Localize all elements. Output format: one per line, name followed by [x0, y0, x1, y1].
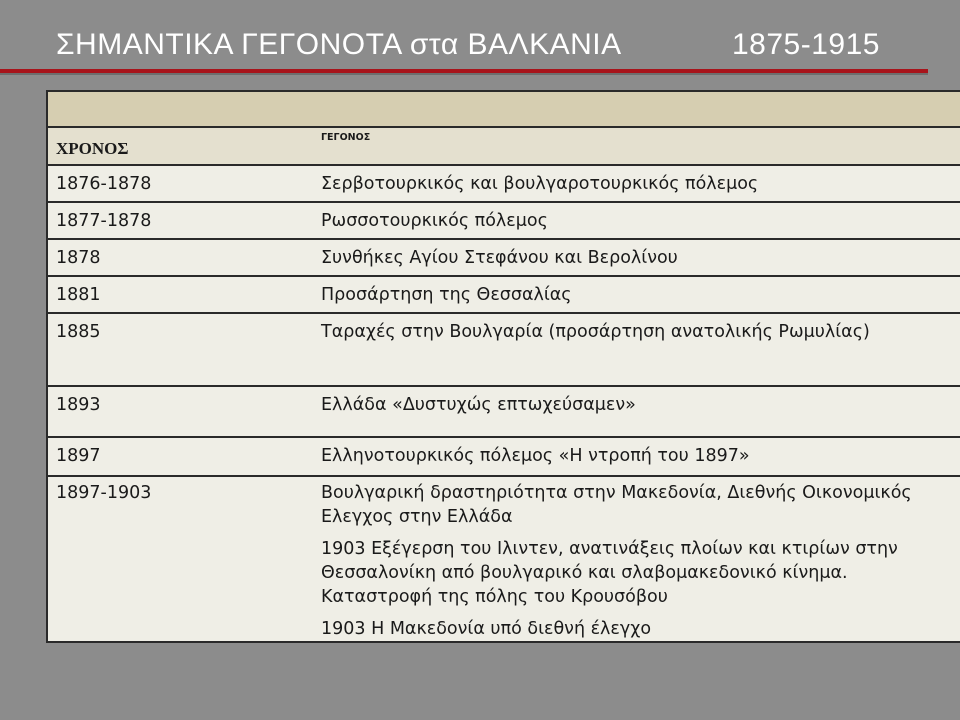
- table-row: [48, 277, 960, 314]
- header-year: ΧΡΟΝΟΣ: [56, 139, 129, 158]
- table-row: [48, 203, 960, 240]
- row-event-list: [313, 481, 960, 641]
- row-year: 1878: [56, 248, 101, 268]
- row-year: 1897-1903: [56, 483, 152, 503]
- row-year: 1897: [56, 446, 101, 466]
- row-year: 1876-1878: [56, 174, 152, 194]
- row-year: 1881: [56, 285, 101, 305]
- row-event: Ρωσσοτουρκικός πόλεμος: [321, 211, 548, 231]
- row-year: 1877-1878: [56, 211, 152, 231]
- table-row: [48, 240, 960, 277]
- row-event: Συνθήκες Αγίου Στεφάνου και Βερολίνου: [321, 248, 678, 268]
- row-year: 1885: [56, 322, 101, 342]
- slide-title: [56, 22, 936, 66]
- table-row: [48, 166, 960, 203]
- row-event: Ελλάδα «Δυστυχώς επτωχεύσαμεν»: [321, 395, 636, 415]
- title-years: 1875-1915: [732, 28, 880, 61]
- table-top-band: [48, 90, 960, 128]
- row-event: Ταραχές στην Βουλγαρία (προσάρτηση ανατολικής Ρωμυλίας): [321, 322, 870, 342]
- row-event: 1903 Η Μακεδονία υπό διεθνή έλεγχο: [321, 619, 652, 639]
- row-event: Σερβοτουρκικός και βουλγαροτουρκικός πόλεμος: [321, 174, 759, 194]
- table-row: [48, 438, 960, 477]
- row-event: Ελληνοτουρκικός πόλεμος «Η ντροπή του 1897»: [321, 446, 750, 466]
- table-row: [48, 477, 960, 641]
- table-row: [48, 387, 960, 438]
- row-year: 1893: [56, 395, 101, 415]
- title-text: ΣΗΜΑΝΤΙΚΑ ΓΕΓΟΝΟΤΑ στα ΒΑΛΚΑΝΙΑ: [56, 28, 622, 61]
- table-header-row: [48, 128, 960, 166]
- header-event: ΓΕΓΟΝΟΣ: [321, 132, 371, 143]
- table-row: [48, 314, 960, 387]
- title-underline-shadow: [0, 73, 928, 75]
- row-event: Βουλγαρική δραστηριότητα στην Μακεδονία, Διεθνής Οικονομικός Ελεγχος στην Ελλάδα: [321, 483, 912, 527]
- row-event: Προσάρτηση της Θεσσαλίας: [321, 285, 572, 305]
- events-table: [46, 90, 960, 643]
- row-event: 1903 Εξέγερση του Ιλιντεν, ανατινάξεις πλοίων και κτιρίων στην Θεσσαλονίκη από βουλγαρικό και σλαβομακεδονικό κίνημα. Καταστροφή της πόλης του Κρουσόβου: [321, 539, 898, 607]
